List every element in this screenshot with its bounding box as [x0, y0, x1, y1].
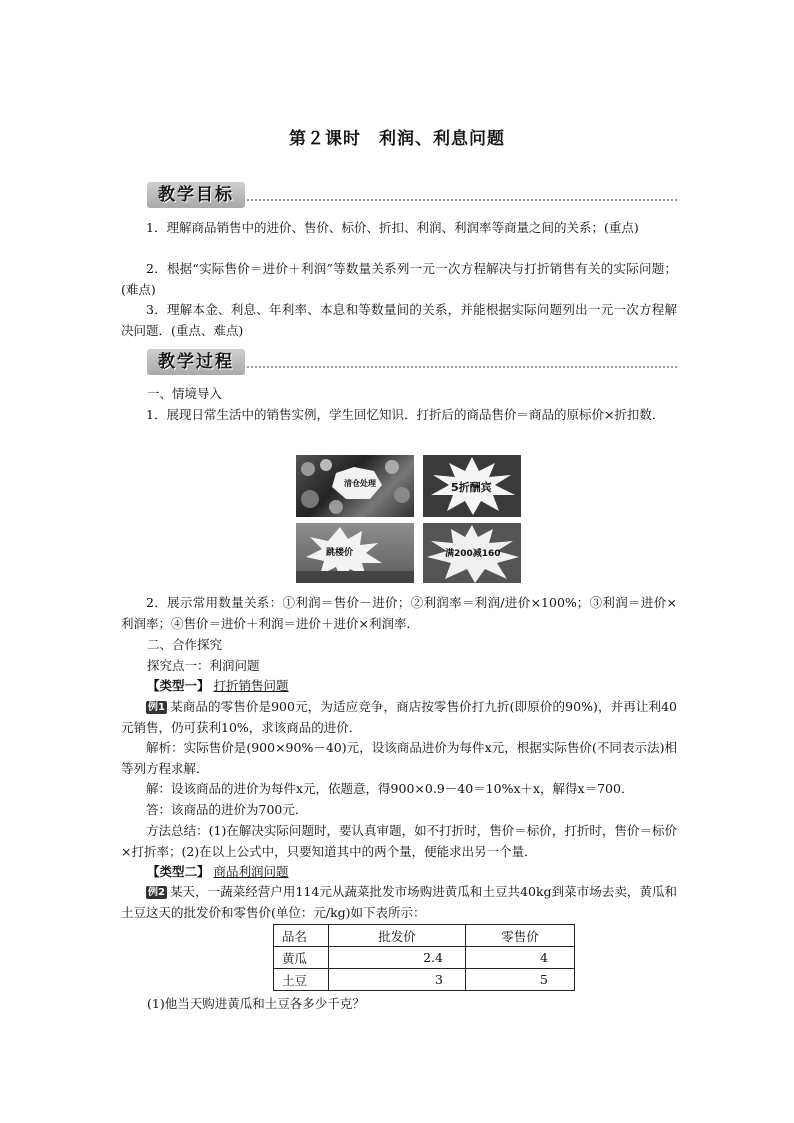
table-header: 零售价 — [466, 925, 575, 947]
table-cell: 土豆 — [274, 969, 329, 991]
example-1: 例1 某商品的零售价是900元，为适应竞争，商店按零售价打九折(即原价的90%)，并再让利40元销售，仍可获利10%，求该商品的进价． — [121, 699, 677, 735]
table-row — [274, 947, 575, 969]
section-label: 教学目标 — [147, 182, 245, 208]
table-header: 品名 — [274, 925, 329, 947]
table-header-row — [274, 925, 575, 947]
goal-3: 3．理解本金、利息、年利率、本息和等数量间的关系，并能根据实际问题列出一元一次方程解决问题．(重点、难点) — [121, 302, 677, 338]
table-cell: 2.4 — [329, 947, 466, 969]
type-2-heading — [147, 862, 289, 882]
type-tag: 【类型二】 — [147, 864, 210, 879]
intro-heading: 一、情境导入 — [147, 386, 223, 401]
question-1: (1)他当天购进黄瓜和土豆各多少千克？ — [147, 996, 365, 1011]
starburst-icon — [296, 523, 414, 583]
example-1-answer: 答：该商品的进价为700元． — [146, 802, 308, 817]
clearance-text: 清仓处理 — [344, 479, 376, 488]
intro-paragraph-2: 2．展示常用数量关系：①利润＝售价－进价；②利润率＝利润/进价×100%；③利润＝进价×利润率；④售价＝进价＋利润＝进价＋进价×利润率． — [121, 595, 677, 631]
example-1-solution: 解：设该商品的进价为每件x元，依题意，得900×0.9－40＝10%x＋x，解得x＝700． — [146, 781, 634, 796]
half-price-photo — [423, 455, 521, 517]
type-title: 打折销售问题 — [213, 678, 289, 693]
explore-point-1: 探究点一：利润问题 — [147, 658, 260, 673]
table-cell: 3 — [329, 969, 466, 991]
section-label: 教学过程 — [147, 349, 245, 375]
type-1-heading — [147, 676, 289, 696]
discount-offer-photo — [423, 523, 521, 583]
half-price-text: 5折酬宾 — [451, 481, 492, 494]
rock-bottom-price-photo — [296, 523, 414, 583]
dotted-rule — [247, 366, 677, 368]
section-header-goals — [147, 182, 677, 208]
type-title: 商品利润问题 — [213, 864, 289, 879]
table-header: 批发价 — [329, 925, 466, 947]
rock-bottom-text: 跳楼价 — [326, 548, 354, 558]
example-badge: 例2 — [148, 887, 165, 898]
dotted-rule — [247, 199, 677, 201]
goal-1: 1．理解商品销售中的进价、售价、标价、折扣、利润、利润率等商量之间的关系；(重点) — [146, 220, 639, 235]
example-1-summary: 方法总结：(1)在解决实际问题时，要认真审题，如不打折时，售价＝标价，打折时，售价＝标价×打折率；(2)在以上公式中，只要知道其中的两个量，便能求出另一个量． — [121, 823, 677, 859]
table-cell: 黄瓜 — [274, 947, 329, 969]
goal-2: 2．根据“实际售价＝进价＋利润”等数量关系列一元一次方程解决与打折销售有关的实际问题；(难点) — [121, 261, 677, 297]
table-cell: 4 — [466, 947, 575, 969]
table-row — [274, 969, 575, 991]
example-1-analysis: 解析：实际售价是(900×90%－40)元，设该商品进价为每件x元，根据实际售价(不同表示法)相等列方程求解． — [121, 740, 677, 776]
explore-heading: 二、合作探究 — [147, 637, 223, 652]
example-badge: 例1 — [148, 702, 165, 713]
page-title: 第２课时 利润、利息问题 — [289, 129, 505, 149]
discount-offer-text: 满200减160 — [445, 549, 501, 559]
section-header-process — [147, 349, 677, 375]
type-tag: 【类型一】 — [147, 678, 210, 693]
example-2: 例2 某天，一蔬菜经营户用114元从蔬菜批发市场购进黄瓜和土豆共40kg到菜市场去卖，黄瓜和土豆这天的批发价和零售价(单位：元/kg)如下表所示： — [121, 884, 677, 920]
table-cell: 5 — [466, 969, 575, 991]
clearance-sale-photo — [296, 455, 414, 517]
price-table — [273, 924, 575, 991]
intro-paragraph-1: 1．展现日常生活中的销售实例，学生回忆知识．打折后的商品售价＝商品的原标价×折扣数． — [146, 407, 665, 422]
